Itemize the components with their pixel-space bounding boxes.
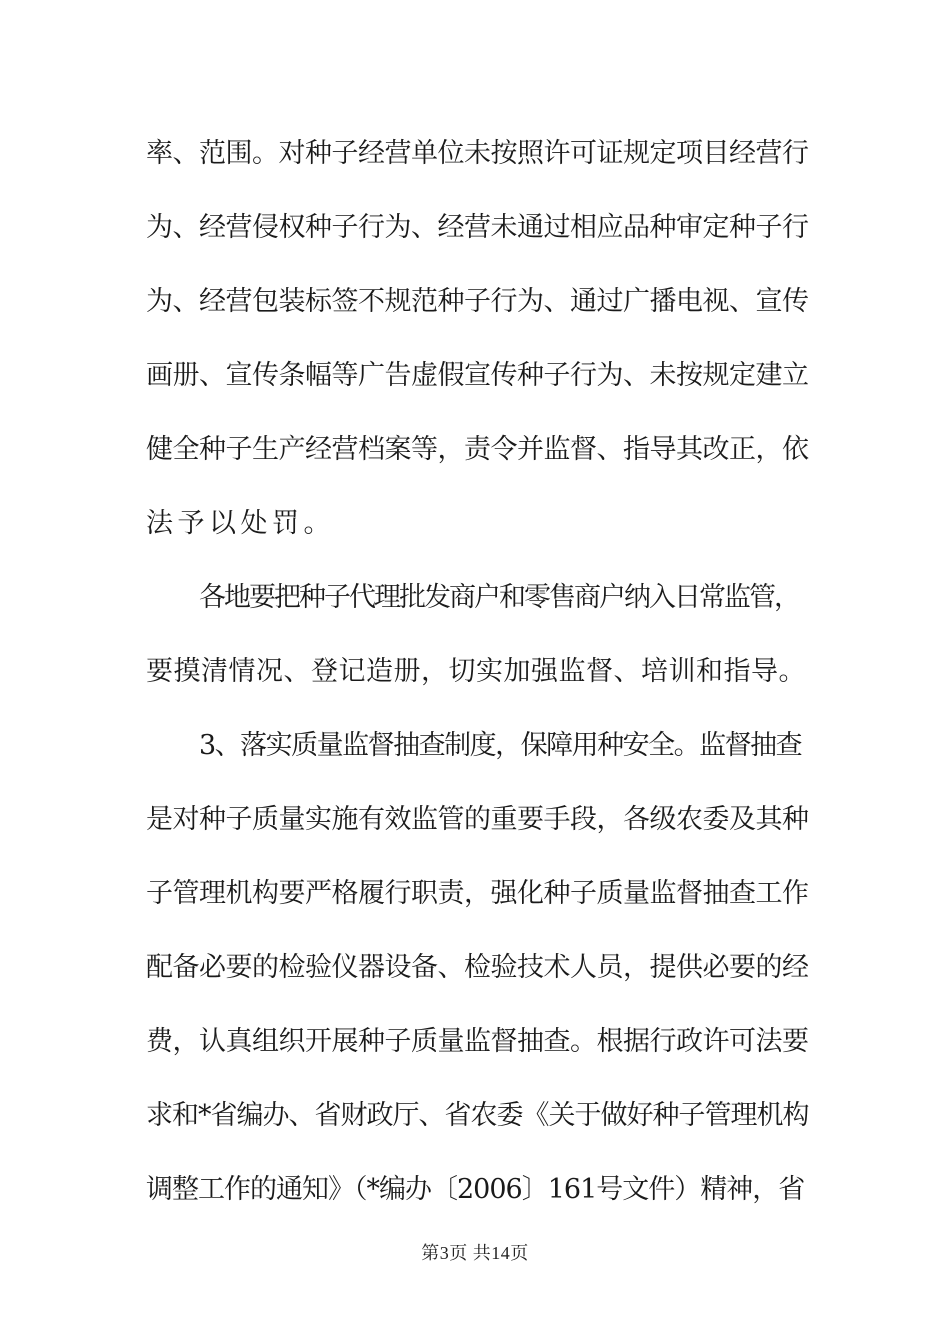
page-number-footer: 第3页 共14页 <box>421 1243 529 1263</box>
body-line: 调整工作的通知》（*编办〔2006〕161号文件）精神，省 <box>146 1174 805 1205</box>
body-line: 健全种子生产经营档案等，责令并监督、指导其改正，依 <box>146 434 809 465</box>
body-line: 为、经营侵权种子行为、经营未通过相应品种审定种子行 <box>146 212 809 243</box>
body-line: 求和*省编办、省财政厅、省农委《关于做好种子管理机构 <box>146 1100 809 1131</box>
body-line: 法予以处罚。 <box>146 508 335 539</box>
body-line: 要摸清情况、登记造册，切实加强监督、培训和指导。 <box>146 656 806 687</box>
paragraph-first-line: 3、落实质量监督抽查制度，保障用种安全。监督抽查 <box>199 730 802 761</box>
body-line: 配备必要的检验仪器设备、检验技术人员，提供必要的经 <box>146 952 809 983</box>
body-line: 画册、宣传条幅等广告虚假宣传种子行为、未按规定建立 <box>146 360 809 391</box>
body-line: 子管理机构要严格履行职责，强化种子质量监督抽查工作 <box>146 878 809 909</box>
body-line: 费，认真组织开展种子质量监督抽查。根据行政许可法要 <box>146 1026 809 1057</box>
body-line: 是对种子质量实施有效监管的重要手段，各级农委及其种 <box>146 804 809 835</box>
body-line: 率、范围。对种子经营单位未按照许可证规定项目经营行 <box>146 138 809 169</box>
body-line: 为、经营包装标签不规范种子行为、通过广播电视、宣传 <box>146 286 809 317</box>
paragraph-first-line: 各地要把种子代理批发商户和零售商户纳入日常监管， <box>199 582 799 613</box>
